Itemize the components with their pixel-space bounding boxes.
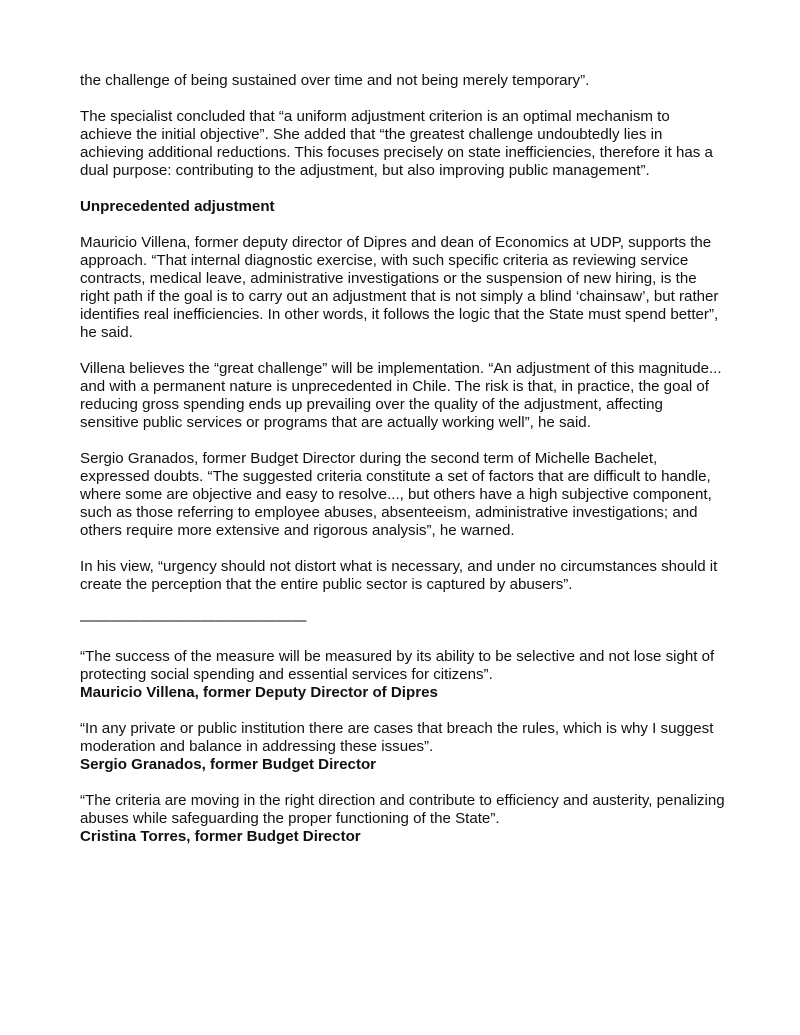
quote-text: “The criteria are moving in the right direction and contribute to efficiency and austerity, penalizing abuses while safeguarding the proper functioning of the State”.: [80, 792, 725, 827]
paragraph: In his view, “urgency should not distort what is necessary, and under no circumstances should it create the perception that the entire public sector is captured by abusers”.: [80, 558, 718, 593]
quote-author: Cristina Torres, former Budget Director: [80, 828, 361, 845]
quote-text: “The success of the measure will be measured by its ability to be selective and not lose sight of protecting social spending and essential services for citizens”.: [80, 648, 715, 683]
divider-line: ———————————————: [80, 612, 307, 629]
quote-block: [80, 792, 725, 846]
paragraph: The specialist concluded that “a uniform adjustment criterion is an optimal mechanism to achieve the initial objective”. She added that “the greatest challenge undoubtedly lies in achieving additional reductions. This focuses precisely on state inefficiencies, therefore it has a dual purpose: contributing to the adjustment, but also improving public management”.: [80, 108, 713, 179]
paragraph: Villena believes the “great challenge” will be implementation. “An adjustment of this magnitude... and with a permanent nature is unprecedented in Chile. The risk is that, in practice, the goal of reducing gross spending ends up prevailing over the quality of the adjustment, affecting sensitive public services or programs that are actually working well”, he said.: [80, 360, 722, 431]
quote-author: Mauricio Villena, former Deputy Director of Dipres: [80, 684, 438, 701]
quote-author: Sergio Granados, former Budget Director: [80, 756, 377, 773]
quote-block: [80, 648, 725, 702]
quote-text: “In any private or public institution there are cases that breach the rules, which is why I suggest moderation and balance in addressing these issues”.: [80, 720, 714, 755]
section-heading: Unprecedented adjustment: [80, 198, 275, 215]
paragraph: Mauricio Villena, former deputy director of Dipres and dean of Economics at UDP, supports the approach. “That internal diagnostic exercise, with such specific criteria as reviewing service contracts, medical leave, administrative investigations or the suspension of new hiring, is the right path if the goal is to carry out an adjustment that is not simply a blind ‘chainsaw’, but rather identifies real inefficiencies. In other words, it follows the logic that the State must spend better”, he said.: [80, 234, 719, 341]
quote-block: [80, 720, 725, 774]
paragraph: Sergio Granados, former Budget Director during the second term of Michelle Bachelet, expressed doubts. “The suggested criteria constitute a set of factors that are difficult to handle, where some are objective and easy to resolve..., but others have a high subjective component, such as those referring to employee abuses, absenteeism, administrative investigations; and others require more extensive and rigorous analysis”, he warned.: [80, 450, 712, 539]
paragraph: the challenge of being sustained over time and not being merely temporary”.: [80, 72, 590, 89]
document-page: [80, 72, 725, 864]
